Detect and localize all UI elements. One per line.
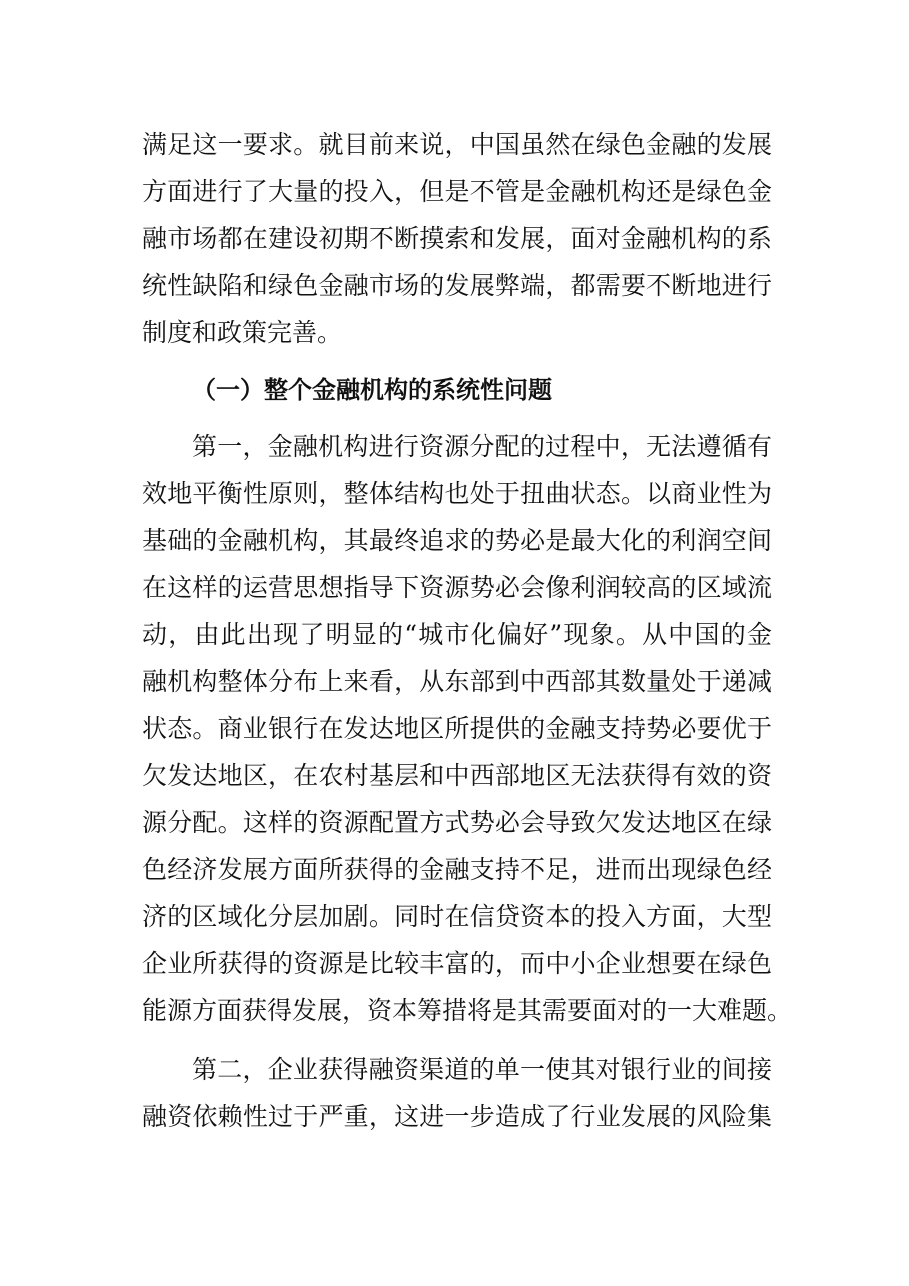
text-line: 满足这一要求。就目前来说，中国虽然在绿色金融的发展: [142, 130, 772, 159]
text-line: 第二，企业获得融资渠道的单一使其对银行业的间接: [192, 1055, 772, 1084]
paragraph-2: [142, 423, 793, 1034]
text-line: 统性缺陷和绿色金融市场的发展弊端，都需要不断地进行: [142, 271, 772, 300]
text-line: 欠发达地区，在农村基层和中西部地区无法获得有效的资: [142, 761, 772, 790]
document-body: [142, 121, 793, 1140]
text-line: 融资依赖性过于严重，这进一步造成了行业发展的风险集: [142, 1102, 772, 1131]
section-heading: （一）整个金融机构的系统性问题: [192, 376, 552, 404]
text-line: 色经济发展方面所获得的金融支持不足，进而出现绿色经: [142, 855, 772, 884]
text-line: 源分配。这样的资源配置方式势必会导致欠发达地区在绿: [142, 808, 772, 837]
paragraph-spacer: [142, 1034, 772, 1046]
text-line: 在这样的运营思想指导下资源势必会像利润较高的区域流: [142, 573, 772, 602]
text-line: 动，由此出现了明显的“城市化偏好”现象。从中国的金: [142, 620, 772, 649]
text-line: 融机构整体分布上来看，从东部到中西部其数量处于递减: [142, 667, 772, 696]
paragraph-3: [142, 1046, 772, 1140]
text-line: 制度和政策完善。: [142, 318, 343, 347]
paragraph-1: [142, 121, 772, 356]
text-line: 第一，金融机构进行资源分配的过程中，无法遵循有: [192, 432, 772, 461]
text-line: 基础的金融机构，其最终追求的势必是最大化的利润空间: [142, 526, 772, 555]
text-line: 济的区域化分层加剧。同时在信贷资本的投入方面，大型: [142, 902, 772, 931]
text-line: 效地平衡性原则，整体结构也处于扭曲状态。以商业性为: [142, 479, 772, 508]
text-line: 融市场都在建设初期不断摸索和发展，面对金融机构的系: [142, 224, 772, 253]
text-line: 方面进行了大量的投入，但是不管是金融机构还是绿色金: [142, 177, 772, 206]
text-line: 能源方面获得发展，资本筹措将是其需要面对的一大难题。: [142, 996, 793, 1025]
text-line: 企业所获得的资源是比较丰富的，而中小企业想要在绿色: [142, 949, 772, 978]
text-line: 状态。商业银行在发达地区所提供的金融支持势必要优于: [142, 714, 772, 743]
